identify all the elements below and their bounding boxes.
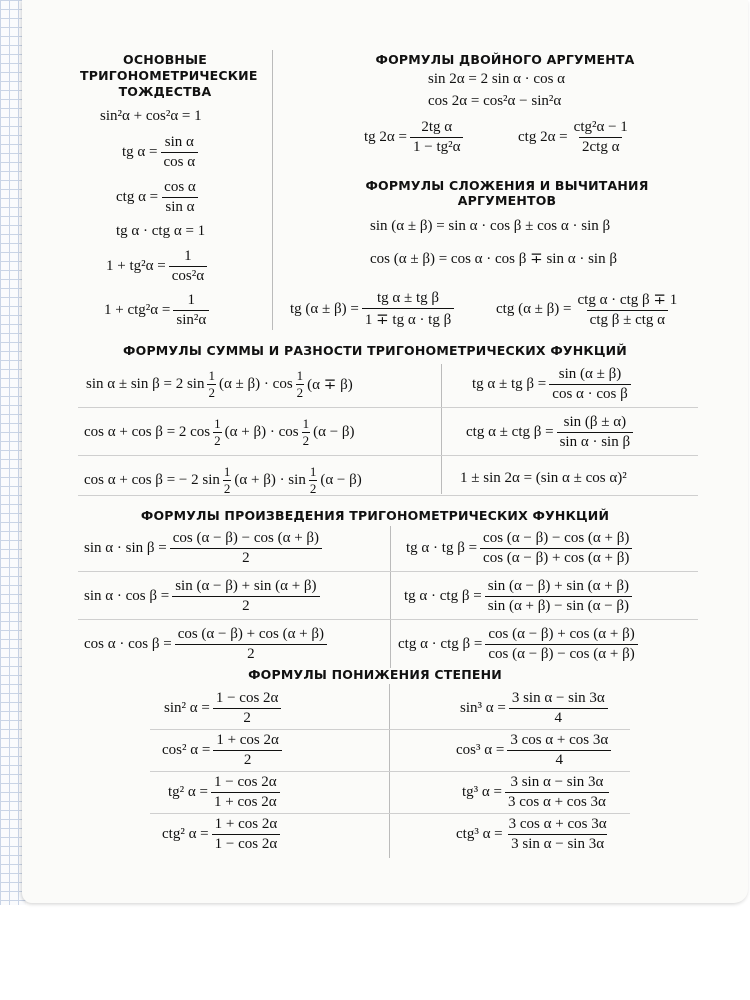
formula-tg-ctg: tg α · ctg α = 1 bbox=[116, 222, 206, 239]
formula-ctg3-reduce: ctg³ α = $\frac{\text{3 cos α + cos 3α}}{\text{3 sin α − sin 3α}}$ bbox=[456, 815, 607, 852]
formula-sin2a: sin 2α = 2 sin α · cos α bbox=[428, 70, 566, 87]
formula-sin-sin: sin α · sin β = $\frac{\cos (\alpha - \beta) - \cos (\alpha + \beta)}{2}$ bbox=[84, 526, 325, 570]
formula-ctg2-reduce: ctg² α = $\frac{1 + \cos 2\alpha}{1 - \cos 2\alpha}$ bbox=[162, 814, 283, 854]
row-line-sum-2 bbox=[78, 455, 698, 456]
formula-tg3-reduce: tg³ α = $\frac{\text{3 sin α − sin 3α}}{\text{3 cos α + cos 3α}}$ bbox=[462, 772, 612, 812]
section-title-sum: ФОРМУЛЫ СУММЫ И РАЗНОСТИ ТРИГОНОМЕТРИЧЕСКИХ ФУНКЦИЙ bbox=[123, 343, 627, 358]
section-title-product: ФОРМУЛЫ ПРОИЗВЕДЕНИЯ ТРИГОНОМЕТРИЧЕСКИХ ФУНКЦИЙ bbox=[140, 508, 610, 523]
row-line-product-2 bbox=[78, 619, 698, 620]
row-line-product-1 bbox=[78, 571, 698, 572]
formula-one-plus-sin2a: 1 ± sin 2α = (sin α ± cos α)² bbox=[460, 469, 627, 486]
formula-one-plus-ctg2: 1 + ctg²α = $\frac{1}{\text{sin²α}}$ bbox=[104, 288, 212, 332]
row-line-sum-1 bbox=[78, 407, 698, 408]
formula-tg-sum: tg (α ± β) = $\frac{\text{tg α ± tg β}}{\text{1 ∓ tg α · tg β}}$ bbox=[290, 286, 457, 332]
formula-cos2-reduce: cos² α = $\frac{1 + \cos 2\alpha}{2}$ bbox=[162, 730, 285, 770]
formula-tg2-reduce: tg² α = $\frac{1 - \cos 2\alpha}{1 + \cos 2\alpha}$ bbox=[168, 772, 283, 812]
formula-cos-sum: cos (α ± β) = cos α · cos β ∓ sin α · sin β bbox=[370, 250, 617, 267]
formula-tg-ctg-product: tg α · ctg β = $\frac{\sin (\alpha - \beta) + \sin (\alpha + \beta)}{\sin (\alpha + \beta) - \sin (\alpha - \beta)}$ bbox=[404, 574, 635, 618]
formula-tg: tg α = $\frac{\text{sin α}}{\text{cos α}}$ bbox=[122, 130, 201, 174]
formula-tg-plus-tg: tg α ± tg β = $\frac{\sin (\alpha \pm \beta)}{\text{cos α · cos β}}$ bbox=[472, 362, 634, 406]
divider-sum bbox=[441, 364, 442, 494]
section-title-power: ФОРМУЛЫ ПОНИЖЕНИЯ СТЕПЕНИ bbox=[248, 667, 502, 682]
section-title-basic: ОСНОВНЫЕ ТРИГОНОМЕТРИЧЕСКИЕ ТОЖДЕСТВА bbox=[80, 52, 258, 99]
formula-cos-plus-cos: cos α + cos β = 2 cos $\frac{1}{2}$ (α + β) · cos $\frac{1}{2}$ (α − β) bbox=[84, 415, 355, 448]
divider-product bbox=[390, 526, 391, 668]
formula-ctg: ctg α = $\frac{\text{cos α}}{\text{sin α}}$ bbox=[116, 178, 196, 215]
formula-ctg-sum: ctg (α ± β) = $\frac{\text{ctg α · ctg β ∓ 1}}{\text{ctg β ± ctg α}}$ bbox=[496, 291, 678, 328]
divider-top bbox=[272, 50, 273, 330]
formula-sin-plus-sin: sin α ± sin β = 2 sin $\frac{1}{2}$ (α ± β) · cos $\frac{1}{2}$ (α ∓ β) bbox=[86, 367, 353, 400]
formula-cos2a: cos 2α = cos²α − sin²α bbox=[428, 92, 562, 109]
formula-ctg-ctg: ctg α · ctg β = $\frac{\cos (\alpha - \beta) + \cos (\alpha + \beta)}{\cos (\alpha - \beta) - \cos (\alpha + \beta)}$ bbox=[398, 622, 641, 666]
formula-tg2a: tg 2α = $\frac{\text{2tg α}}{\text{1 − tg²α}}$ bbox=[364, 114, 466, 160]
formula-sin2-cos2: sin²α + cos²α = 1 bbox=[100, 107, 202, 124]
formula-sin3-reduce: sin³ α = $\frac{\text{3 sin α − sin 3α}}{4}$ bbox=[460, 688, 611, 728]
formula-cos-minus-cos: cos α + cos β = − 2 sin $\frac{1}{2}$ (α + β) · sin $\frac{1}{2}$ (α − β) bbox=[84, 463, 362, 496]
section-title-addition: ФОРМУЛЫ СЛОЖЕНИЯ И ВЫЧИТАНИЯ АРГУМЕНТОВ bbox=[365, 178, 649, 208]
formula-sin-sum: sin (α ± β) = sin α · cos β ± cos α · sin β bbox=[370, 217, 611, 234]
formula-one-plus-tg2: 1 + tg²α = $\frac{1}{\text{cos²α}}$ bbox=[106, 244, 210, 288]
formula-cos-cos: cos α · cos β = $\frac{\cos (\alpha - \beta) + \cos (\alpha + \beta)}{2}$ bbox=[84, 622, 330, 666]
section-title-double: ФОРМУЛЫ ДВОЙНОГО АРГУМЕНТА bbox=[375, 52, 635, 67]
formula-cos3-reduce: cos³ α = $\frac{\text{3 cos α + cos 3α}}{4}$ bbox=[456, 730, 614, 770]
formula-ctg-plus-ctg: ctg α ± ctg β = $\frac{\sin (\beta \pm \alpha)}{\text{sin α · sin β}}$ bbox=[466, 410, 636, 454]
formula-sin2-reduce: sin² α = $\frac{1 - \cos 2\alpha}{2}$ bbox=[164, 688, 284, 728]
formula-sin-cos: sin α · cos β = $\frac{\sin (\alpha - \beta) + \sin (\alpha + \beta)}{2}$ bbox=[84, 574, 323, 618]
formula-tg-tg: tg α · tg β = $\frac{\cos (\alpha - \beta) - \cos (\alpha + \beta)}{\cos (\alpha - \beta) + \cos (\alpha + \beta)}$ bbox=[406, 526, 635, 570]
formula-ctg2a: ctg 2α = $\frac{\text{ctg²α − 1}}{\text{2ctg α}}$ bbox=[518, 118, 628, 155]
